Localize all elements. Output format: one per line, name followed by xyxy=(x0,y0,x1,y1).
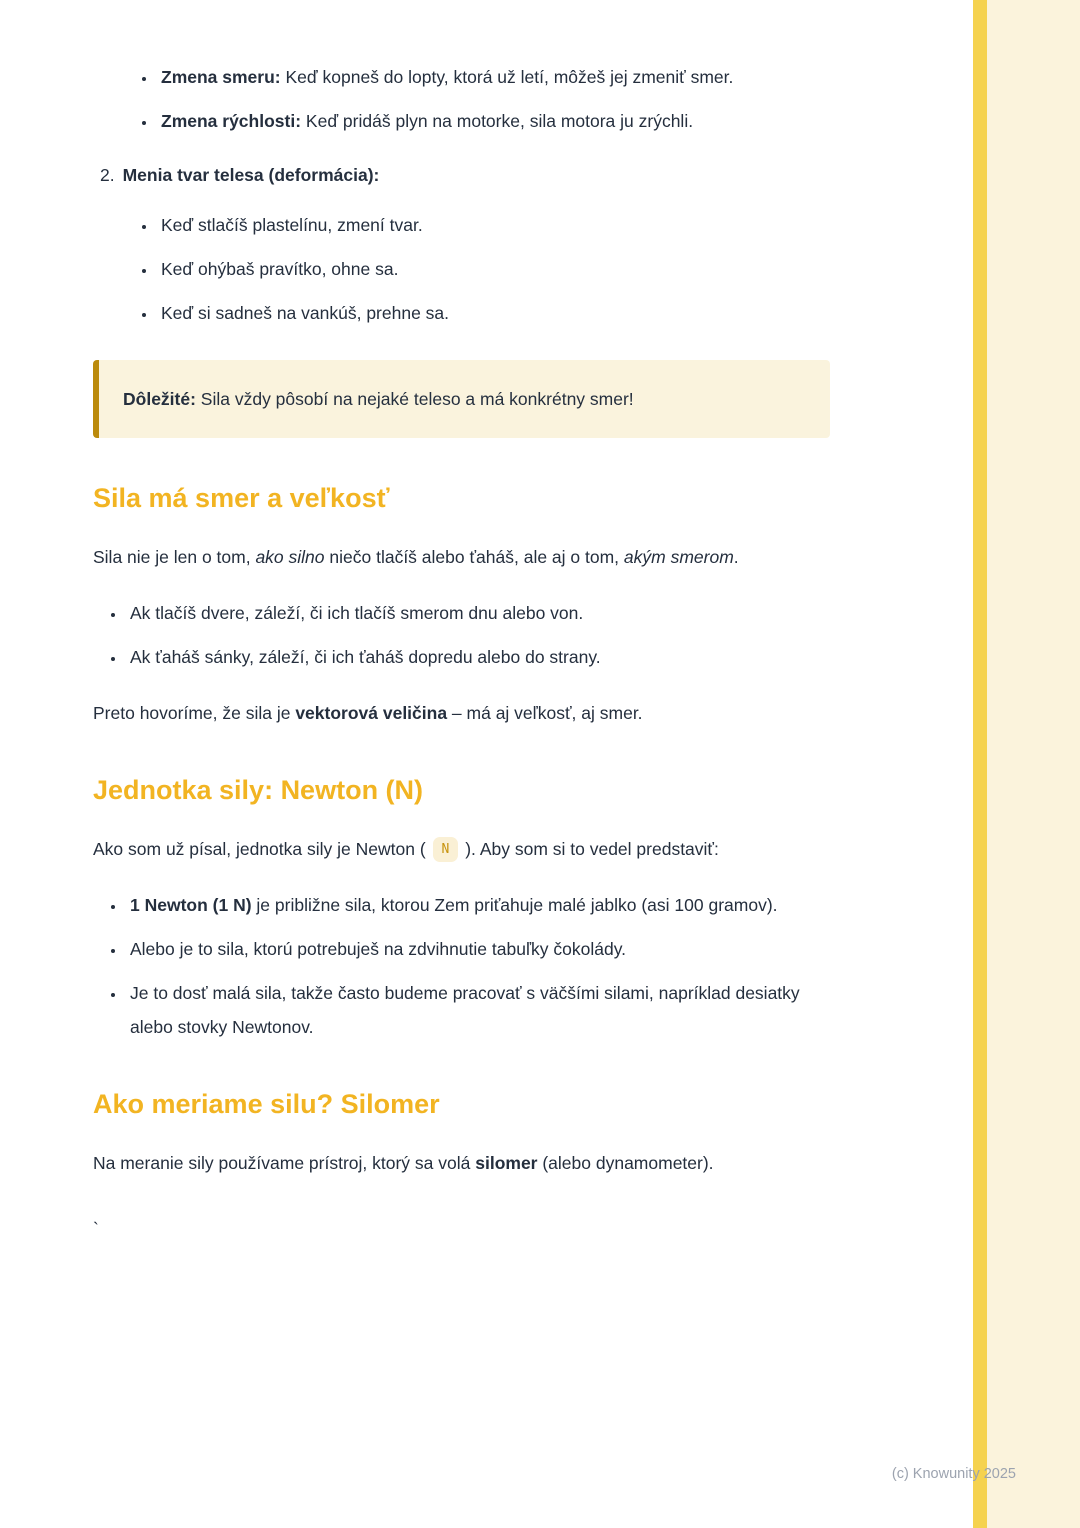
paragraph-text: niečo tlačíš alebo ťaháš, ale aj o tom, xyxy=(324,547,624,567)
paragraph-text: Ako som už písal, jednotka sily je Newton ( xyxy=(93,839,426,859)
paragraph-newton-intro xyxy=(93,832,830,866)
paragraph-bold: silomer xyxy=(475,1153,538,1173)
section-title-silomer: Ako meriame silu? Silomer xyxy=(93,1089,440,1119)
page-margin-band xyxy=(987,0,1080,1528)
paragraph-text: (alebo dynamometer). xyxy=(537,1153,714,1173)
section-title-direction: Sila má smer a veľkosť xyxy=(93,483,390,513)
list-item xyxy=(126,932,830,966)
numbered-item-title: Menia tvar telesa (deformácia): xyxy=(122,165,380,185)
page-edge-stripe xyxy=(973,0,987,1528)
list-item-text: je približne sila, ktorou Zem priťahuje malé jablko (asi 100 gramov). xyxy=(251,895,778,915)
list-item-text: Keď kopneš do lopty, ktorá už letí, môžeš jej zmeniť smer. xyxy=(280,67,734,87)
list-item-text: Keď pridáš plyn na motorke, sila motora ju zrýchli. xyxy=(301,111,694,131)
section-title-newton: Jednotka sily: Newton (N) xyxy=(93,775,424,805)
paragraph-vector xyxy=(93,696,830,730)
deformation-examples-list xyxy=(93,208,830,330)
callout-text: Sila vždy pôsobí na nejaké teleso a má konkrétny smer! xyxy=(195,389,634,409)
paragraph-text: . xyxy=(733,547,739,567)
list-item: • Ak ťaháš sánky, záleží, či ich ťaháš dopredu alebo do strany. xyxy=(126,640,830,674)
force-effects-list xyxy=(93,60,830,138)
stray-backtick: ` xyxy=(93,1219,99,1239)
document-content xyxy=(93,44,830,1246)
list-item-text: Alebo je to sila, ktorú potrebuješ na zdvihnutie tabuľky čokolády. xyxy=(130,939,627,959)
list-item-text: Je to dosť malá sila, takže často budeme pracovať s väčšími silami, napríklad desiatky alebo stovky Newtonov. xyxy=(130,983,800,1037)
list-item xyxy=(157,60,830,94)
list-item: • Keď ohýbaš pravítko, ohne sa. xyxy=(157,252,830,286)
paragraph-text: Na meranie sily používame prístroj, ktorý sa volá xyxy=(93,1153,476,1173)
paragraph-text: Sila nie je len o tom, xyxy=(93,547,256,567)
paragraph-direction-intro xyxy=(93,540,830,574)
list-item: • Keď si sadneš na vankúš, prehne sa. xyxy=(157,296,830,330)
list-item xyxy=(126,976,830,1044)
paragraph-bold: vektorová veličina xyxy=(295,703,448,723)
list-item xyxy=(126,888,830,922)
list-item xyxy=(157,104,830,138)
newton-examples-list xyxy=(93,888,830,1044)
numbered-item-number: 2. xyxy=(100,165,115,185)
paragraph-text: – má aj veľkosť, aj smer. xyxy=(447,703,643,723)
paragraph-silomer xyxy=(93,1146,830,1180)
paragraph-italic: ako silno xyxy=(255,547,325,567)
list-item: • Ak tlačíš dvere, záleží, či ich tlačíš smerom dnu alebo von. xyxy=(126,596,830,630)
callout-label: Dôležité: xyxy=(123,389,196,409)
direction-examples-list xyxy=(93,596,830,674)
copyright-footer: (c) Knowunity 2025 xyxy=(891,1466,1016,1482)
paragraph-italic: akým smerom xyxy=(623,547,734,567)
newton-unit-badge: N xyxy=(433,837,459,862)
important-callout xyxy=(93,360,830,438)
paragraph-text: ). Aby som si to vedel predstaviť: xyxy=(465,839,719,859)
list-item: • Keď stlačíš plastelínu, zmení tvar. xyxy=(157,208,830,242)
list-item-bold: Zmena smeru: xyxy=(161,67,281,87)
numbered-item-deformation xyxy=(100,158,830,192)
list-item-bold: Zmena rýchlosti: xyxy=(161,111,302,131)
list-item-bold: 1 Newton (1 N) xyxy=(130,895,252,915)
paragraph-text: Preto hovoríme, že sila je xyxy=(93,703,296,723)
